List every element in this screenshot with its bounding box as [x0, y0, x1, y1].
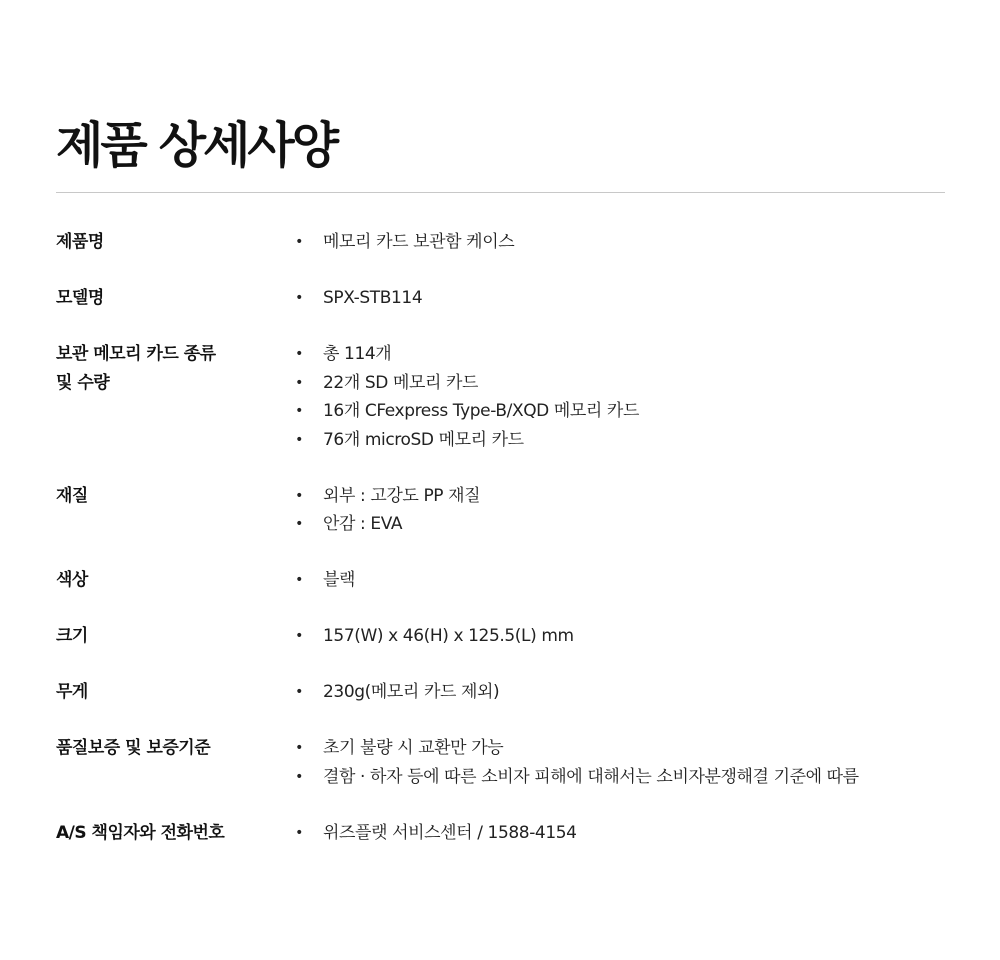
spec-value-list [292, 284, 945, 313]
bullet-icon: • [295, 346, 303, 362]
spec-value [292, 510, 945, 539]
spec-value-text: 76개 microSD 메모리 카드 [323, 429, 524, 450]
spec-value-text: 22개 SD 메모리 카드 [323, 372, 479, 393]
spec-value-text: SPX-STB114 [323, 288, 423, 308]
spec-label-line: 모델명 [56, 288, 104, 308]
spec-label [56, 622, 292, 651]
spec-label [56, 228, 292, 257]
spec-value [292, 426, 945, 455]
spec-value-text: 초기 불량 시 교환만 가능 [323, 738, 504, 758]
spec-value [292, 397, 945, 426]
spec-label-line: 재질 [56, 485, 88, 506]
spec-row [56, 228, 945, 257]
spec-value-text: 외부 : 고강도 PP 재질 [323, 485, 481, 506]
spec-value-text: 안감 : EVA [323, 514, 403, 534]
title-divider [56, 192, 945, 193]
spec-value [292, 482, 945, 511]
spec-value-list [292, 734, 945, 791]
spec-label-line: 색상 [56, 570, 88, 590]
spec-row [56, 284, 945, 313]
bullet-icon: • [295, 516, 303, 532]
spec-value-text: 블랙 [323, 570, 356, 590]
page-title: 제품 상세사양 [56, 117, 337, 174]
spec-label-line: 크기 [56, 626, 88, 646]
spec-value-text: 위즈플랫 서비스센터 / 1588-4154 [323, 822, 577, 843]
spec-value-text: 총 114개 [323, 344, 392, 364]
spec-label [56, 734, 292, 763]
bullet-icon: • [295, 234, 303, 250]
bullet-icon: • [295, 403, 303, 419]
spec-label [56, 566, 292, 595]
bullet-icon: • [295, 431, 303, 448]
spec-value-text: 157(W) x 46(H) x 125.5(L) mm [323, 626, 574, 646]
spec-value-list [292, 482, 945, 539]
spec-value [292, 566, 945, 595]
spec-label [56, 340, 292, 397]
spec-row [56, 734, 945, 791]
spec-label-line: 제품명 [56, 232, 104, 252]
spec-value-list [292, 622, 945, 651]
spec-value [292, 819, 945, 848]
spec-value-text: 230g(메모리 카드 제외) [323, 682, 500, 702]
spec-label [56, 482, 292, 511]
spec-value [292, 284, 945, 313]
spec-label-line: 품질보증 및 보증기준 [56, 738, 211, 758]
spec-value [292, 340, 945, 369]
spec-value [292, 228, 945, 257]
spec-row [56, 819, 945, 848]
spec-value [292, 678, 945, 707]
spec-value [292, 369, 945, 398]
bullet-icon: • [295, 572, 303, 588]
spec-value [292, 763, 945, 792]
spec-table [56, 228, 945, 847]
spec-row [56, 482, 945, 539]
spec-label [56, 284, 292, 313]
spec-value-text: 16개 CFexpress Type-B/XQD 메모리 카드 [323, 401, 639, 421]
spec-label-line: 보관 메모리 카드 종류 [56, 344, 216, 364]
spec-value-text: 메모리 카드 보관함 케이스 [323, 232, 515, 252]
spec-row [56, 622, 945, 651]
spec-value-text: 결함 · 하자 등에 따른 소비자 피해에 대해서는 소비자분쟁해결 기준에 따름 [323, 766, 859, 787]
spec-label [56, 819, 292, 848]
spec-value-list [292, 566, 945, 595]
spec-value [292, 734, 945, 763]
spec-row [56, 566, 945, 595]
spec-value-list [292, 819, 945, 848]
spec-label [56, 678, 292, 707]
bullet-icon: • [295, 824, 303, 841]
spec-value-list [292, 340, 945, 454]
spec-value-list [292, 228, 945, 257]
bullet-icon: • [295, 290, 303, 306]
spec-label-line: 및 수량 [56, 372, 110, 393]
bullet-icon: • [295, 684, 303, 700]
spec-label-line: 무게 [56, 682, 88, 702]
bullet-icon: • [295, 740, 303, 756]
spec-row [56, 340, 945, 454]
spec-label-line: A/S 책임자와 전화번호 [56, 822, 225, 843]
bullet-icon: • [295, 374, 303, 391]
spec-value-list [292, 678, 945, 707]
bullet-icon: • [295, 768, 303, 785]
spec-value [292, 622, 945, 651]
bullet-icon: • [295, 628, 303, 644]
bullet-icon: • [295, 487, 303, 504]
spec-row [56, 678, 945, 707]
